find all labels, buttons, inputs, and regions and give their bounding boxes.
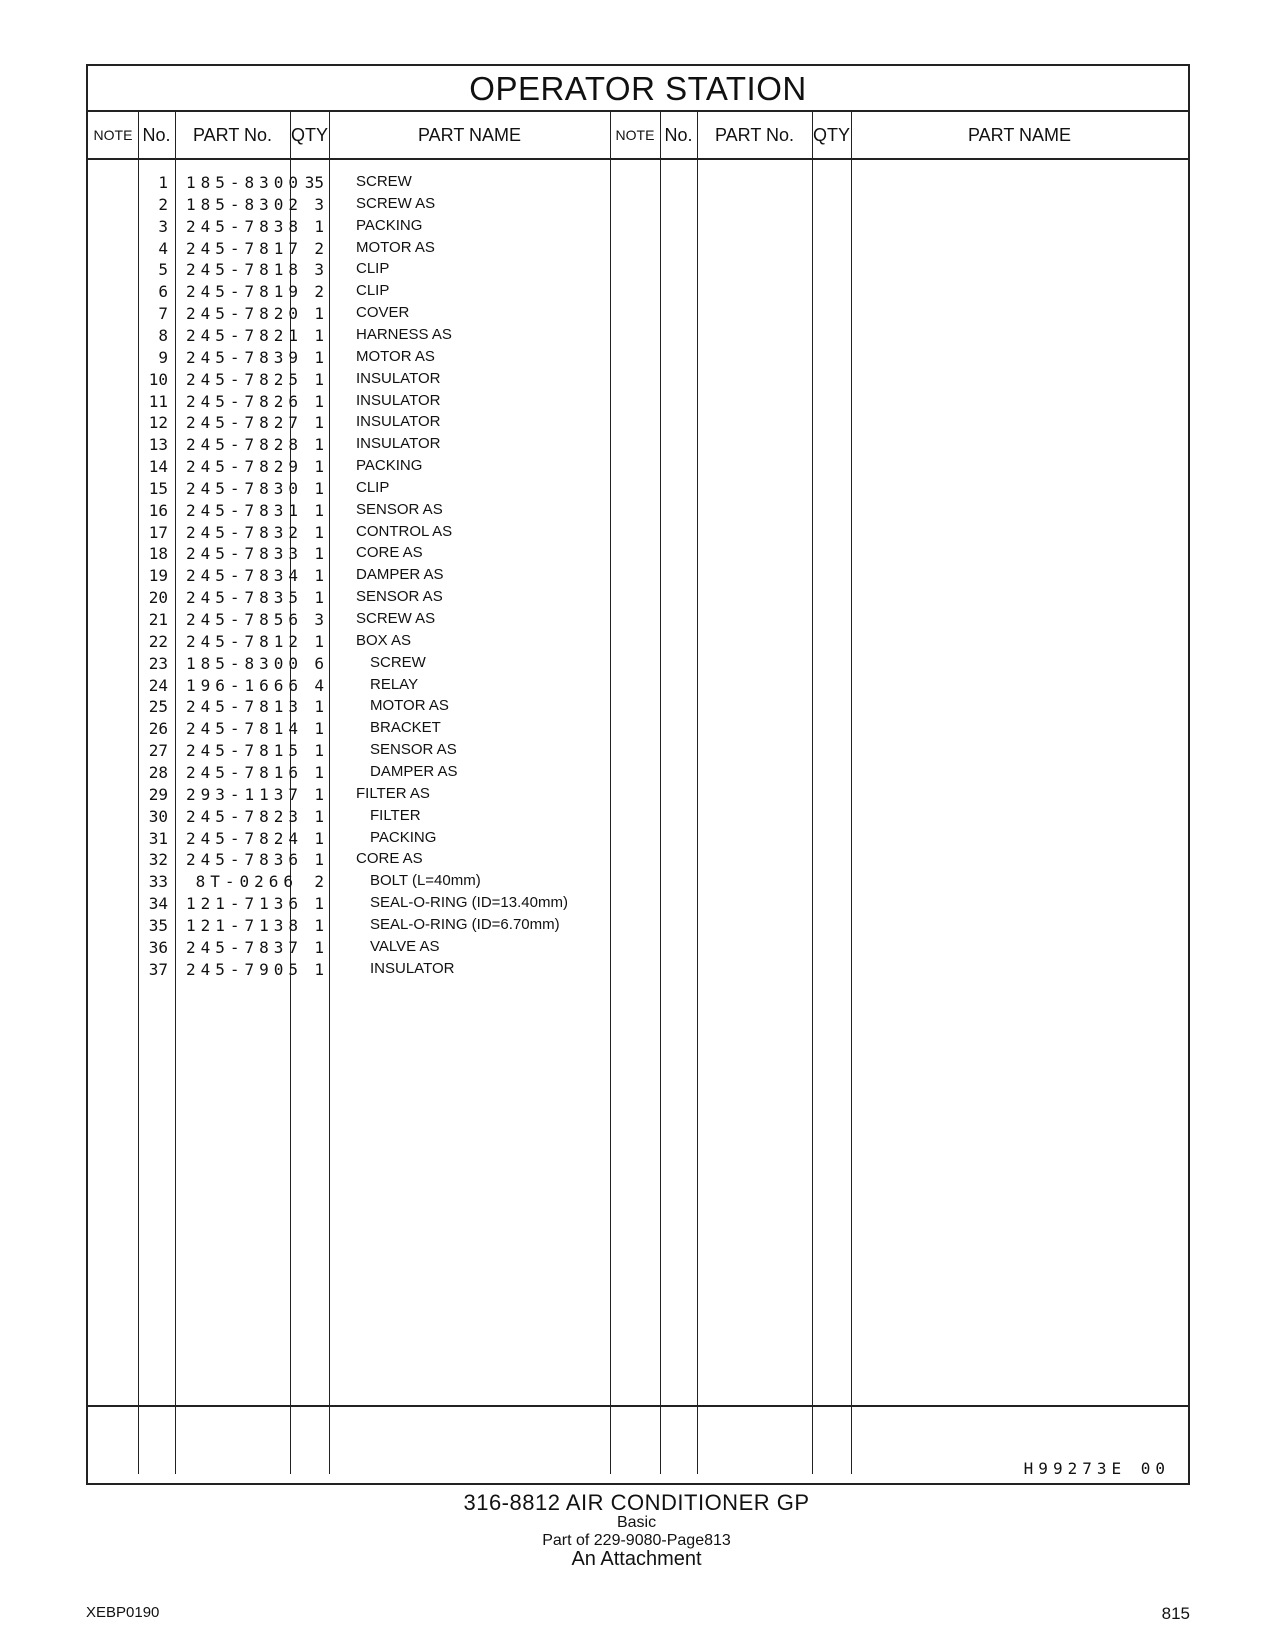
row-number: 12 (148, 413, 168, 433)
row-quantity: 2 (314, 238, 324, 258)
row-part-name: FILTER AS (356, 784, 430, 802)
row-number: 2 (158, 194, 168, 214)
row-part-name: MOTOR AS (356, 238, 435, 256)
table-row (88, 916, 1188, 939)
row-part-number: 121-7138 (186, 915, 304, 935)
header-no-left: No. (142, 125, 171, 145)
row-part-number: 245-7814 (186, 719, 304, 739)
row-quantity: 1 (314, 522, 324, 542)
row-part-name: INSULATOR (356, 391, 441, 409)
table-row (88, 239, 1188, 262)
table-row (88, 741, 1188, 764)
row-number: 3 (158, 216, 168, 236)
header-note-left: NOTE (93, 127, 133, 143)
table-row (88, 588, 1188, 611)
row-quantity: 3 (314, 610, 324, 629)
row-part-name: CORE AS (356, 850, 423, 868)
row-quantity: 1 (314, 413, 324, 433)
row-part-name: INSULATOR (356, 435, 441, 453)
table-row (88, 479, 1188, 502)
row-part-name: CORE AS (356, 544, 423, 562)
row-quantity: 1 (314, 588, 324, 608)
row-number: 15 (148, 478, 168, 498)
row-quantity: 1 (314, 741, 324, 761)
row-number: 37 (148, 959, 168, 979)
table-row (88, 610, 1188, 633)
row-part-name: BRACKET (370, 719, 441, 737)
row-number: 25 (148, 697, 168, 717)
section-title: OPERATOR STATION (88, 66, 1188, 112)
row-number: 27 (148, 741, 168, 761)
row-part-name: DAMPER AS (356, 566, 444, 584)
row-part-number: 245-7835 (186, 588, 304, 608)
row-part-number: 245-7827 (186, 413, 304, 433)
table-row (88, 173, 1188, 196)
row-part-name: RELAY (370, 675, 419, 693)
table-row (88, 435, 1188, 458)
table-row (88, 348, 1188, 371)
row-part-name: SCREW (356, 173, 412, 190)
row-number: 24 (148, 675, 168, 695)
row-quantity: 1 (314, 631, 324, 651)
table-row (88, 523, 1188, 546)
row-part-number: 245-7819 (186, 282, 304, 302)
table-row (88, 807, 1188, 830)
row-quantity: 1 (314, 959, 324, 979)
drawing-code: H99273E 00 (1023, 1459, 1170, 1478)
table-row (88, 872, 1188, 895)
row-part-number: 8T-0266 (195, 872, 298, 892)
table-row (88, 195, 1188, 218)
row-part-number: 245-7836 (186, 850, 304, 870)
row-quantity: 3 (314, 260, 324, 280)
row-part-name: PACKING (370, 828, 437, 846)
row-quantity: 1 (314, 937, 324, 957)
table-row (88, 654, 1188, 677)
table-row (88, 413, 1188, 436)
row-number: 6 (158, 282, 168, 302)
row-quantity: 1 (314, 478, 324, 498)
row-quantity: 1 (314, 915, 324, 935)
row-number: 14 (148, 457, 168, 477)
group-part-of: Part of 229-9080-Page813 (542, 1532, 731, 1549)
table-bottom-rule (88, 1405, 1188, 1407)
row-quantity: 3 (314, 194, 324, 214)
row-part-name: SENSOR AS (370, 741, 457, 759)
row-number: 30 (148, 806, 168, 826)
table-row (88, 894, 1188, 917)
row-quantity: 2 (314, 872, 324, 892)
row-number: 11 (148, 391, 168, 411)
row-quantity: 1 (314, 719, 324, 739)
row-quantity: 1 (314, 369, 324, 389)
row-number: 33 (148, 872, 168, 892)
row-part-name: COVER (356, 304, 410, 322)
row-quantity: 4 (314, 675, 324, 695)
header-partname-left: PART NAME (417, 125, 522, 145)
row-part-number: 245-7830 (186, 478, 304, 498)
row-quantity: 1 (314, 828, 324, 848)
row-part-name: PACKING (356, 216, 423, 234)
row-part-number: 245-7821 (186, 325, 304, 345)
table-row (88, 829, 1188, 852)
row-number: 4 (158, 238, 168, 258)
row-part-number: 185-8302 (186, 194, 304, 214)
row-part-name: SEAL-O-RING (ID=6.70mm) (370, 915, 560, 933)
row-number: 7 (158, 304, 168, 324)
row-part-number: 245-7824 (186, 828, 304, 848)
group-title: 316-8812 AIR CONDITIONER GP (463, 1490, 810, 1515)
header-partno-right: PART No. (714, 125, 795, 145)
row-quantity: 1 (314, 894, 324, 914)
row-part-number: 245-7828 (186, 435, 304, 455)
row-number: 17 (148, 522, 168, 542)
row-part-number: 245-7812 (186, 631, 304, 651)
row-quantity: 6 (314, 653, 324, 673)
row-part-name: SCREW AS (356, 610, 436, 627)
header-partno-left: PART No. (192, 125, 273, 145)
row-number: 22 (148, 631, 168, 651)
row-part-name: INSULATOR (370, 959, 455, 977)
group-variant: Basic (616, 1514, 657, 1531)
row-part-name: FILTER (370, 806, 421, 824)
row-number: 8 (158, 325, 168, 345)
row-number: 31 (148, 828, 168, 848)
row-part-number: 245-7813 (186, 697, 304, 717)
row-part-name: BOLT (L=40mm) (370, 872, 481, 890)
row-part-name: MOTOR AS (356, 347, 435, 365)
header-qty-right: QTY (812, 125, 850, 145)
header-no-right: No. (664, 125, 693, 145)
header-partname-right: PART NAME (967, 125, 1072, 145)
row-part-number: 245-7831 (186, 500, 304, 520)
row-number: 36 (148, 937, 168, 957)
row-part-name: SENSOR AS (356, 500, 443, 518)
table-row (88, 719, 1188, 742)
row-quantity: 1 (314, 544, 324, 564)
row-number: 10 (148, 369, 168, 389)
row-part-number: 245-7832 (186, 522, 304, 542)
row-part-number: 245-7823 (186, 806, 304, 826)
document-id: XEBP0190 (86, 1604, 160, 1621)
row-number: 13 (148, 435, 168, 455)
group-attachment: An Attachment (571, 1548, 702, 1570)
row-quantity: 1 (314, 762, 324, 782)
parts-table-frame (86, 64, 1190, 1485)
row-quantity: 1 (314, 304, 324, 324)
table-row (88, 217, 1188, 240)
row-part-name: VALVE AS (370, 937, 440, 955)
row-quantity: 1 (314, 457, 324, 477)
row-number: 18 (148, 544, 168, 564)
row-number: 32 (148, 850, 168, 870)
row-number: 34 (148, 894, 168, 914)
row-part-number: 245-7826 (186, 391, 304, 411)
row-part-number: 245-7825 (186, 369, 304, 389)
row-number: 1 (158, 173, 168, 192)
table-row (88, 938, 1188, 961)
row-number: 29 (148, 784, 168, 804)
table-row (88, 304, 1188, 327)
table-row (88, 392, 1188, 415)
row-number: 35 (148, 915, 168, 935)
row-number: 21 (148, 610, 168, 629)
table-row (88, 632, 1188, 655)
table-header (88, 112, 1188, 160)
row-part-number: 245-7820 (186, 304, 304, 324)
row-quantity: 1 (314, 784, 324, 804)
row-quantity: 2 (314, 282, 324, 302)
row-part-number: 245-7833 (186, 544, 304, 564)
row-part-name: SCREW AS (356, 194, 436, 212)
row-number: 26 (148, 719, 168, 739)
table-row (88, 850, 1188, 873)
row-number: 28 (148, 762, 168, 782)
row-part-number: 196-1666 (186, 675, 304, 695)
row-quantity: 1 (314, 435, 324, 455)
row-part-name: CLIP (356, 282, 390, 300)
table-row (88, 370, 1188, 393)
row-part-name: SCREW (370, 653, 426, 671)
header-note-right: NOTE (615, 127, 655, 143)
row-part-number: 245-7816 (186, 762, 304, 782)
table-row (88, 260, 1188, 283)
row-part-name: SEAL-O-RING (ID=13.40mm) (370, 894, 568, 912)
row-part-name: INSULATOR (356, 369, 441, 387)
row-quantity: 1 (314, 697, 324, 717)
row-number: 20 (148, 588, 168, 608)
row-quantity: 35 (304, 173, 324, 192)
row-part-name: CONTROL AS (356, 522, 453, 540)
table-row (88, 763, 1188, 786)
row-part-number: 245-7829 (186, 457, 304, 477)
row-part-name: BOX AS (356, 631, 412, 649)
row-part-number: 245-7815 (186, 741, 304, 761)
row-part-number: 293-1137 (186, 784, 304, 804)
row-part-number: 245-7817 (186, 238, 304, 258)
row-part-name: HARNESS AS (356, 325, 452, 343)
header-qty-left: QTY (290, 125, 328, 145)
table-row (88, 544, 1188, 567)
table-row (88, 960, 1188, 983)
row-quantity: 1 (314, 500, 324, 520)
row-part-name: CLIP (356, 260, 390, 278)
table-row (88, 282, 1188, 305)
row-part-number: 245-7837 (186, 937, 304, 957)
row-part-name: MOTOR AS (370, 697, 449, 715)
row-part-number: 245-7839 (186, 347, 304, 367)
row-part-name: INSULATOR (356, 413, 441, 431)
table-row (88, 785, 1188, 808)
row-number: 9 (158, 347, 168, 367)
table-row (88, 697, 1188, 720)
table-row (88, 676, 1188, 699)
row-quantity: 1 (314, 347, 324, 367)
table-row (88, 457, 1188, 480)
row-quantity: 1 (314, 806, 324, 826)
row-number: 5 (158, 260, 168, 280)
row-number: 16 (148, 500, 168, 520)
row-part-number: 245-7838 (186, 216, 304, 236)
page-number: 815 (1161, 1604, 1190, 1623)
row-part-name: SENSOR AS (356, 588, 443, 606)
row-part-number: 245-7834 (186, 566, 304, 586)
row-quantity: 1 (314, 850, 324, 870)
row-quantity: 1 (314, 325, 324, 345)
row-part-number: 245-7856 (186, 610, 304, 629)
row-part-number: 121-7136 (186, 894, 304, 914)
row-part-name: PACKING (356, 457, 423, 475)
table-row (88, 566, 1188, 589)
row-number: 19 (148, 566, 168, 586)
row-quantity: 1 (314, 216, 324, 236)
row-quantity: 1 (314, 566, 324, 586)
row-number: 23 (148, 653, 168, 673)
row-part-name: CLIP (356, 478, 390, 496)
table-row (88, 326, 1188, 349)
row-part-number: 245-7905 (186, 959, 304, 979)
row-part-number: 245-7818 (186, 260, 304, 280)
row-part-number: 185-8300 (186, 653, 304, 673)
row-quantity: 1 (314, 391, 324, 411)
row-part-name: DAMPER AS (370, 762, 458, 780)
table-row (88, 501, 1188, 524)
row-part-number: 185-8300 (186, 173, 304, 192)
